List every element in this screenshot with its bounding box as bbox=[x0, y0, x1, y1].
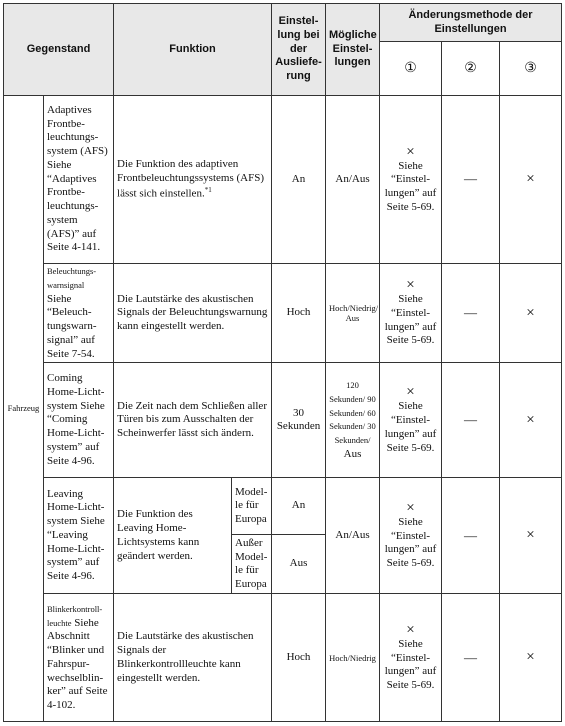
method2-beleuchtungswarnsignal: — bbox=[442, 264, 500, 363]
method2-blinkerkontrollleuchte: — bbox=[442, 594, 500, 722]
options-afs: An/Aus bbox=[326, 96, 380, 264]
function-afs: Die Funktion des adaptiven Frontbeleuchtungssystems (AFS) lässt sich einstellen.$^{*1}$ bbox=[114, 96, 272, 264]
header-einstellung-auslieferung: Einstel-lung bei der Ausliefe-rung bbox=[272, 4, 326, 96]
default-beleuchtungswarnsignal: Hoch bbox=[272, 264, 326, 363]
item-blinkerkontrollleuchte: Blinkerkontroll-leuchte Siehe Abschnitt “Blinker und Fahrspur-wechselblin-ker” auf Seite 4-102. bbox=[44, 594, 114, 722]
cross-icon: × bbox=[406, 277, 415, 294]
default-leaving-home-ausser-europa: Aus bbox=[272, 535, 326, 594]
cross-icon: × bbox=[526, 649, 535, 666]
cross-icon: × bbox=[526, 171, 535, 187]
method1-beleuchtungswarnsignal: × Siehe “Einstel-lungen” auf Seite 5-69. bbox=[380, 264, 442, 363]
cross-icon: × bbox=[406, 499, 415, 516]
options-leaving-home: An/Aus bbox=[326, 478, 380, 594]
method3-afs bbox=[500, 96, 562, 264]
method2-coming-home: — bbox=[442, 363, 500, 478]
method2-afs: — bbox=[442, 96, 500, 264]
method1-blinkerkontrollleuchte: × Siehe “Einstel-lungen” auf Seite 5-69. bbox=[380, 594, 442, 722]
method1-afs: × Siehe “Einstel-lungen” auf Seite 5-69. bbox=[380, 96, 442, 264]
function-blinkerkontrollleuchte: Die Lautstärke des akustischen Signals der Blinkerkontrollleuchte kann eingestellt werden. bbox=[114, 594, 272, 722]
method3-beleuchtungswarnsignal bbox=[500, 264, 562, 363]
cross-icon: × bbox=[526, 304, 535, 321]
settings-table bbox=[3, 3, 562, 722]
item-beleuchtungswarnsignal: Beleuchtungs-warnsignal Siehe “Beleuch-tungswarn-signal” auf Seite 7-54. bbox=[44, 264, 114, 363]
options-beleuchtungswarnsignal: Hoch/Niedrig/ Aus bbox=[326, 264, 380, 363]
function-beleuchtungswarnsignal: Die Lautstärke des akustischen Signals der Beleuchtungswarnung kann eingestellt werden. bbox=[114, 264, 272, 363]
method3-leaving-home bbox=[500, 478, 562, 594]
options-blinkerkontrollleuchte: Hoch/Niedrig bbox=[326, 594, 380, 722]
header-gegenstand: Gegenstand bbox=[4, 4, 114, 96]
header-method-1: ① bbox=[380, 42, 442, 96]
default-coming-home: 30 Sekunden bbox=[272, 363, 326, 478]
footnote-marker: *1 bbox=[204, 185, 212, 194]
sub-label-europa: Model-le für Europa bbox=[232, 478, 272, 535]
cross-icon: × bbox=[526, 411, 535, 428]
header-funktion: Funktion bbox=[114, 4, 272, 96]
sub-label-ausser-europa: Außer Model-le für Europa bbox=[232, 535, 272, 594]
function-leaving-home: Die Funktion des Leaving Home-Lichtsystems kann geändert werden. bbox=[114, 478, 232, 594]
method1-leaving-home: × Siehe “Einstel-lungen” auf Seite 5-69. bbox=[380, 478, 442, 594]
item-coming-home: Coming Home-Licht-system Siehe “Coming Home-Licht-system” auf Seite 4-96. bbox=[44, 363, 114, 478]
method3-blinkerkontrollleuchte bbox=[500, 594, 562, 722]
cross-icon: × bbox=[406, 143, 415, 160]
group-label: Fahrzeug bbox=[4, 96, 44, 722]
method1-coming-home: × Siehe “Einstel-lungen” auf Seite 5-69. bbox=[380, 363, 442, 478]
method3-coming-home bbox=[500, 363, 562, 478]
cross-icon: × bbox=[406, 621, 415, 638]
header-method-2: ② bbox=[442, 42, 500, 96]
header-aenderungsmethode: Änderungsmethode der Einstellungen bbox=[380, 4, 562, 42]
item-title: Beleuchtungs-warnsignal bbox=[47, 266, 97, 290]
function-coming-home: Die Zeit nach dem Schließen aller Türen bis zum Ausschalten der Scheinwerfer lässt sich ändern. bbox=[114, 363, 272, 478]
header-method-3: ③ bbox=[500, 42, 562, 96]
item-leaving-home: Leaving Home-Licht-system Siehe “Leaving Home-Licht-system” auf Seite 4-96. bbox=[44, 478, 114, 594]
item-afs: Adaptives Frontbe-leuchtungs-system (AFS) Siehe “Adaptives Frontbe-leuchtungs-system (AFS)” auf Seite 4-141. bbox=[44, 96, 114, 264]
options-coming-home: 120 Sekunden/ 90 Sekunden/ 60 Sekunden/ 30 Sekunden/ Aus bbox=[326, 363, 380, 478]
cross-icon: × bbox=[406, 384, 415, 401]
cross-icon: × bbox=[526, 527, 535, 544]
method2-leaving-home: — bbox=[442, 478, 500, 594]
default-afs: An bbox=[272, 96, 326, 264]
header-moegliche-einstellungen: Mögliche Einstel-lungen bbox=[326, 4, 380, 96]
default-leaving-home-europa: An bbox=[272, 478, 326, 535]
item-title: Blinkerkontroll-leuchte bbox=[47, 603, 103, 628]
default-blinkerkontrollleuchte: Hoch bbox=[272, 594, 326, 722]
